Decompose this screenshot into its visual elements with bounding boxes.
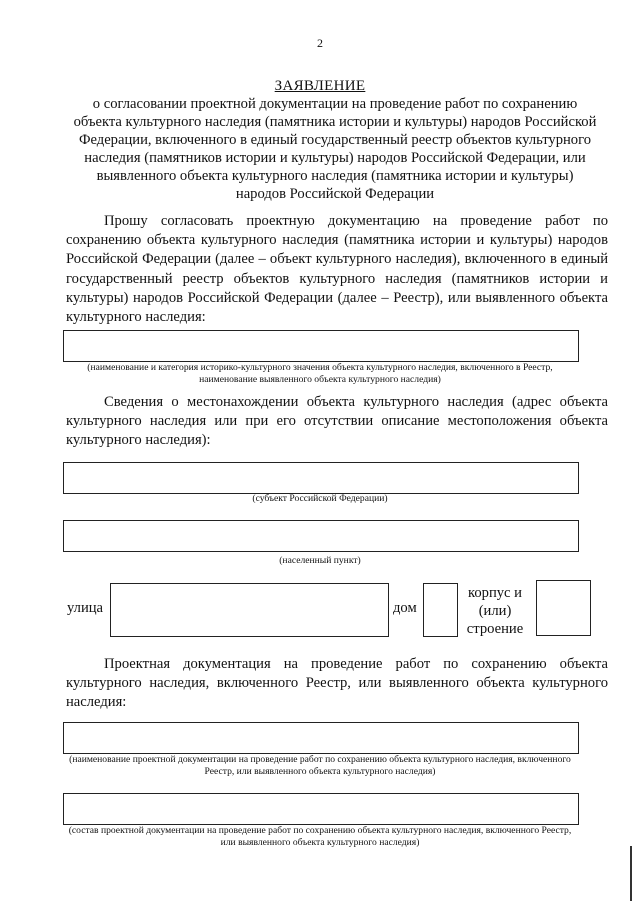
- documentation-paragraph: Проектная документация на проведение работ по сохранению объекта культурного наследия, включенного Реестр, или выявленного объекта культурного наследия:: [66, 656, 608, 711]
- house-field[interactable]: [423, 583, 458, 637]
- page-number: 2: [317, 36, 323, 50]
- house-label: дом: [393, 600, 417, 616]
- building-label: корпус и (или) строение: [466, 585, 524, 637]
- request-paragraph: Прошу согласовать проектную документацию на проведение работ по сохранению объекта культурного наследия (памятника истории и культуры) народов Российской Федерации (далее – объект культурного наследия), включенного в единый государственный реестр объектов культурного наследия (памятников истории и культуры) народов Российской Федерации (далее – Реестр), или выявленного объекта культурного наследия:: [66, 213, 608, 326]
- building-field[interactable]: [536, 580, 591, 636]
- documentation-content-caption: (состав проектной документации на проведение работ по сохранению объекта культурного наследия, включенного Реестр, или выявленного объекта культурного наследия): [68, 825, 572, 848]
- street-label: улица: [67, 600, 104, 616]
- document-title: ЗАЯВЛЕНИЕ: [274, 78, 366, 94]
- location-paragraph: Сведения о местонахождении объекта культурного наследия (адрес объекта культурного наследия или при его отсутствии описание местоположения объекта культурного наследия):: [66, 394, 608, 449]
- documentation-name-field[interactable]: [63, 722, 579, 754]
- region-field[interactable]: [63, 462, 579, 494]
- object-name-field[interactable]: [63, 330, 579, 362]
- scan-edge-mark: [630, 846, 632, 901]
- region-caption: (субъект Российской Федерации): [252, 493, 388, 504]
- documentation-content-field[interactable]: [63, 793, 579, 825]
- street-field[interactable]: [110, 583, 389, 637]
- object-name-caption: (наименование и категория историко-культурного значения объекта культурного наследия, включенного в Реестр, наименование выявленного объекта культурного наследия): [87, 362, 553, 385]
- locality-field[interactable]: [63, 520, 579, 552]
- document-subtitle: о согласовании проектной документации на проведение работ по сохранению объекта культурного наследия (памятника истории и культуры) народов Российской Федерации, включенного в единый государственный реестр объектов культурного наследия (памятников истории и культуры) народов Российской Федерации, или выявленного объекта культурного наследия (памятника истории и культуры) народов Российской Федерации: [73, 96, 597, 202]
- locality-caption: (населенный пункт): [279, 555, 361, 566]
- documentation-name-caption: (наименование проектной документации на проведение работ по сохранению объекта культурного наследия, включенного Реестр, или выявленного объекта культурного наследия): [69, 754, 571, 777]
